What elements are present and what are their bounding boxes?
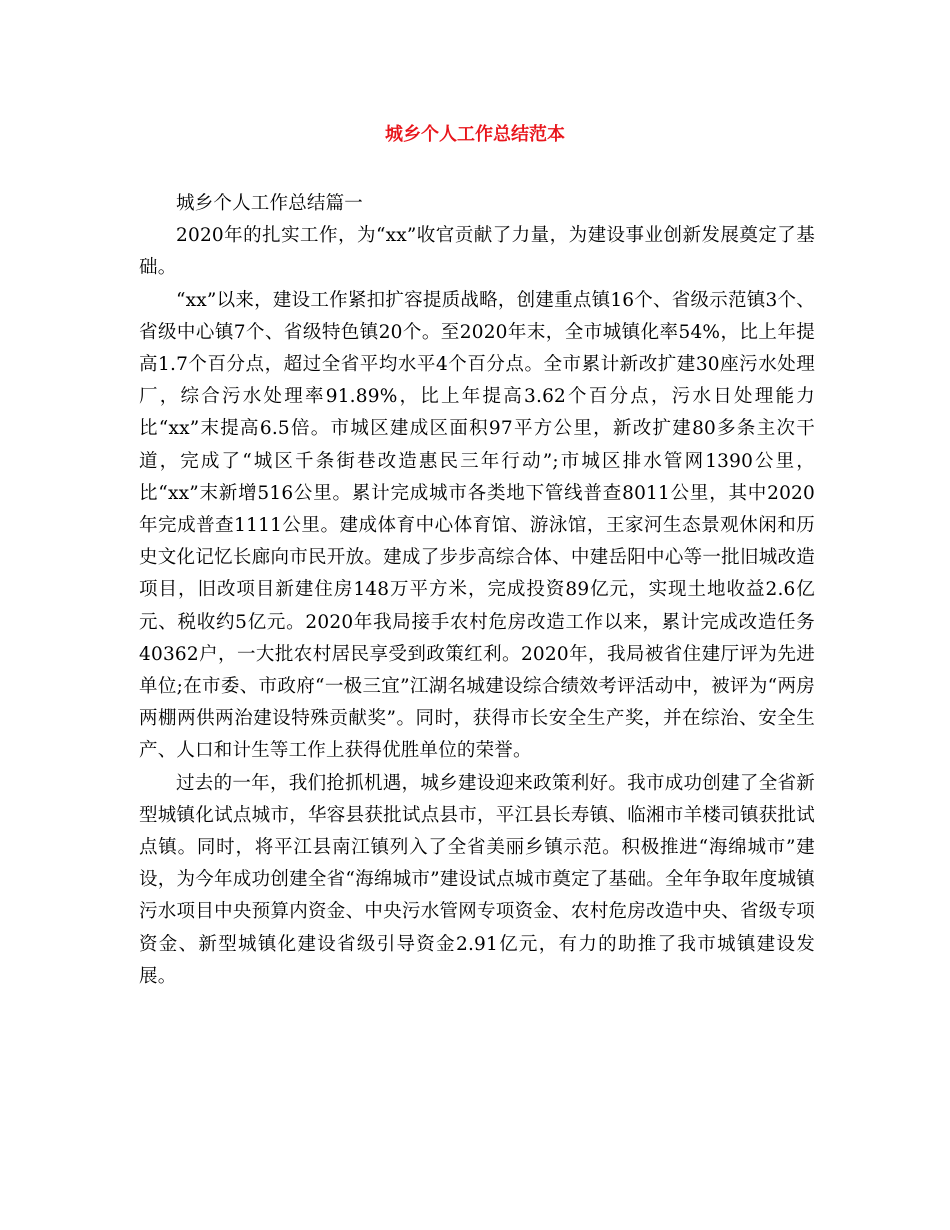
document-title: 城乡个人工作总结范本 xyxy=(385,124,565,145)
paragraph: 过去的一年，我们抢抓机遇，城乡建设迎来政策利好。我市成功创建了全省新型城镇化试点城市，华容县获批试点县市，平江县长寿镇、临湘市羊楼司镇获批试点镇。同时，将平江县南江镇列入了全省美丽乡镇示范。积极推进“海绵城市”建设，为今年成功创建全省“海绵城市”建设试点城市奠定了基础。全年争取年度城镇污水项目中央预算内资金、中央污水管网专项资金、农村危房改造中央、省级专项资金、新型城镇化建设省级引导资金2.91亿元，有力的助推了我市城镇建设发展。 xyxy=(139,772,815,987)
paragraph: “xx”以来，建设工作紧扣扩容提质战略，创建重点镇16个、省级示范镇3个、省级中心镇7个、省级特色镇20个。至2020年末，全市城镇化率54%，比上年提高1.7个百分点，超过全省平均水平4个百分点。全市累计新改扩建30座污水处理厂，综合污水处理率91.89%，比上年提高3.62个百分点，污水日处理能力比“xx”末提高6.5倍。市城区建成区面积97平方公里，新改扩建80多条主次干道，完成了“城区千条街巷改造惠民三年行动”;市城区排水管网1390公里，比“xx”末新增516公里。累计完成城市各类地下管线普查8011公里，其中2020年完成普查1111公里。建成体育中心体育馆、游泳馆，王家河生态景观休闲和历史文化记忆长廊向市民开放。建成了步步高综合体、中建岳阳中心等一批旧城改造项目，旧改项目新建住房148万平方米，完成投资89亿元，实现土地收益2.6亿元、税收约5亿元。2020年我局接手农村危房改造工作以来，累计完成改造任务40362户，一大批农村居民享受到政策红利。2020年，我局被省住建厅评为先进单位;在市委、市政府“一极三宜”江湖名城建设综合绩效考评活动中，被评为“两房两棚两供两治建设特殊贡献奖”。同时，获得市长安全生产奖，并在综治、安全生产、人口和计生等工作上获得优胜单位的荣誉。 xyxy=(139,289,815,762)
paragraph: 2020年的扎实工作，为“xx”收官贡献了力量，为建设事业创新发展奠定了基础。 xyxy=(139,225,815,279)
section-heading: 城乡个人工作总结篇一 xyxy=(176,193,364,214)
document-body xyxy=(139,188,815,993)
